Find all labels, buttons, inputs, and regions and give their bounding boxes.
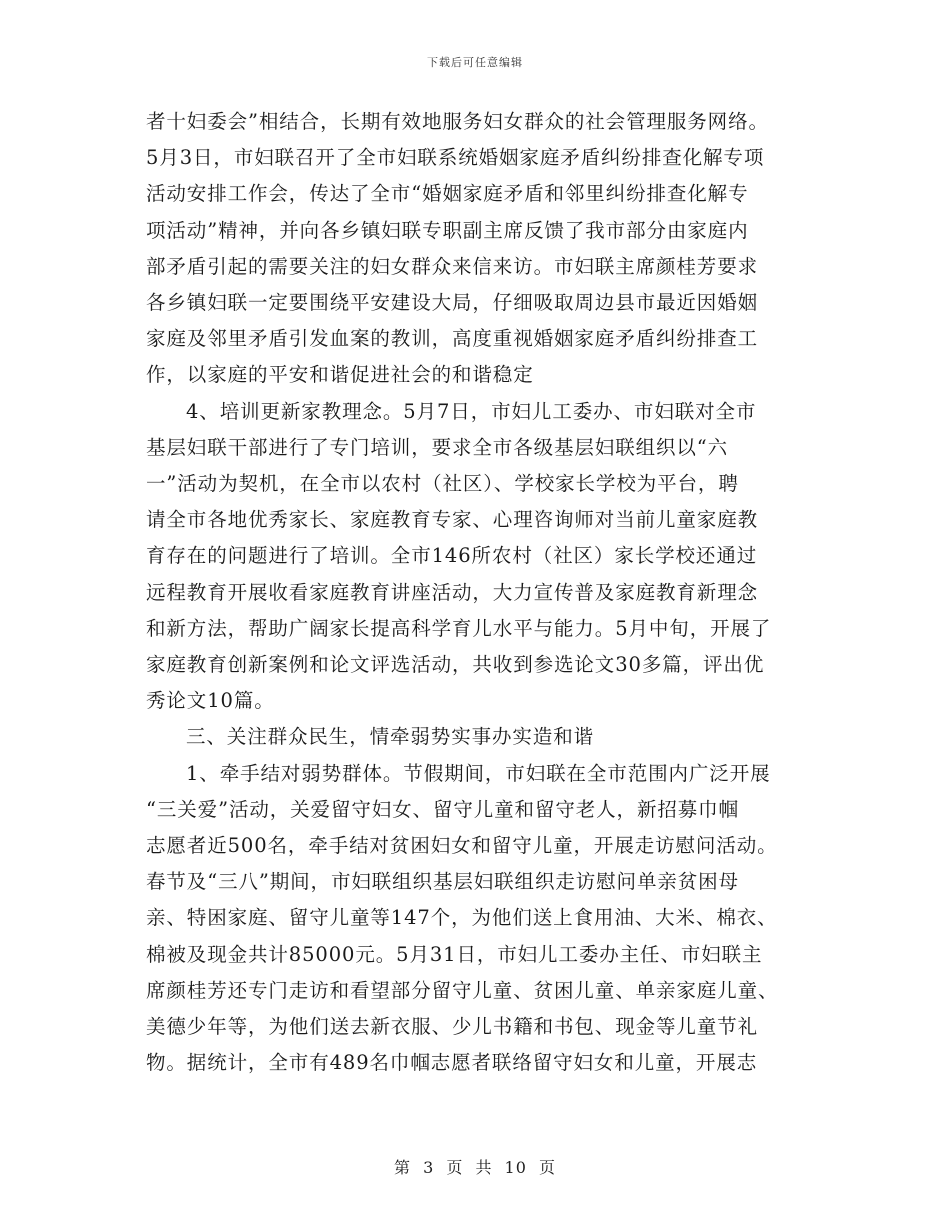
text-line: 一”活动为契机，在全市以农村（社区）、学校家长学校为平台，聘 xyxy=(146,472,739,496)
text-line: 家庭及邻里矛盾引发血案的教训，高度重视婚姻家庭矛盾纠纷排查工 xyxy=(146,327,759,351)
text-line: 4、培训更新家教理念。5月7日，市妇儿工委办、市妇联对全市 xyxy=(186,399,757,423)
text-line: 棉被及现金共计85000元。5月31日，市妇儿工委办主任、市妇联主 xyxy=(146,942,763,966)
text-line: 活动安排工作会，传达了全市“婚姻家庭矛盾和邻里纠纷排查化解专 xyxy=(146,182,749,206)
document-body xyxy=(146,104,808,1081)
text-line: 美德少年等，为他们送去新衣服、少儿书籍和书包、现金等儿童节礼 xyxy=(146,1015,759,1039)
paragraph xyxy=(146,719,808,755)
text-line: 各乡镇妇联一定要围绕平安建设大局，仔细吸取周边县市最近因婚姻 xyxy=(146,291,759,315)
text-line: 请全市各地优秀家长、家庭教育专家、心理咨询师对当前儿童家庭教 xyxy=(146,508,759,532)
paragraph xyxy=(146,394,808,720)
header-note: 下载后可任意编辑 xyxy=(427,56,523,69)
text-line: 春节及“三八”期间，市妇联组织基层妇联组织走访慰问单亲贫困母 xyxy=(146,870,739,894)
text-line: 5月3日，市妇联召开了全市妇联系统婚姻家庭矛盾纠纷排查化解专项 xyxy=(146,146,765,170)
text-line: 部矛盾引起的需要关注的妇女群众来信来访。市妇联主席颜桂芳要求 xyxy=(146,254,759,278)
text-line: 秀论文10篇。 xyxy=(146,689,275,713)
paragraph xyxy=(146,104,808,394)
text-line: 者十妇委会”相结合，长期有效地服务妇女群众的社会管理服务网络。 xyxy=(146,110,769,133)
text-line: 基层妇联干部进行了专门培训，要求全市各级基层妇联组织以“六 xyxy=(146,435,729,459)
text-line: 和新方法，帮助广阔家长提高科学育儿水平与能力。5月中旬，开展了 xyxy=(146,616,772,640)
text-line: 三、关注群众民生，情牵弱势实事办实造和谐 xyxy=(186,725,595,749)
text-line: 育存在的问题进行了培训。全市146所农村（社区）家长学校还通过 xyxy=(146,544,758,568)
text-line: 项活动”精神，并向各乡镇妇联专职副主席反馈了我市部分由家庭内 xyxy=(146,218,749,242)
text-line: 1、牵手结对弱势群体。节假期间，市妇联在全市范围内广泛开展 xyxy=(186,761,771,785)
text-line: “三关爱”活动，关爱留守妇女、留守儿童和留守老人，新招募巾帼 xyxy=(146,797,739,821)
text-line: 志愿者近500名，牵手结对贫困妇女和留守儿童，开展走访慰问活动。 xyxy=(146,834,778,858)
text-line: 亲、特困家庭、留守儿童等147个，为他们送上食用油、大米、棉衣、 xyxy=(146,906,778,930)
page-number-footer: 第 3 页 共 10 页 xyxy=(394,1158,556,1177)
text-line: 远程教育开展收看家庭教育讲座活动，大力宣传普及家庭教育新理念 xyxy=(146,580,759,604)
text-line: 席颜桂芳还专门走访和看望部分留守儿童、贫困儿童、单亲家庭儿童、 xyxy=(146,978,779,1002)
text-line: 作，以家庭的平安和谐促进社会的和谐稳定 xyxy=(146,363,534,387)
text-line: 物。据统计，全市有489名巾帼志愿者联络留守妇女和儿童，开展志 xyxy=(146,1051,758,1075)
text-line: 家庭教育创新案例和论文评选活动，共收到参选论文30多篇，评出优 xyxy=(146,653,765,677)
paragraph xyxy=(146,756,808,1082)
